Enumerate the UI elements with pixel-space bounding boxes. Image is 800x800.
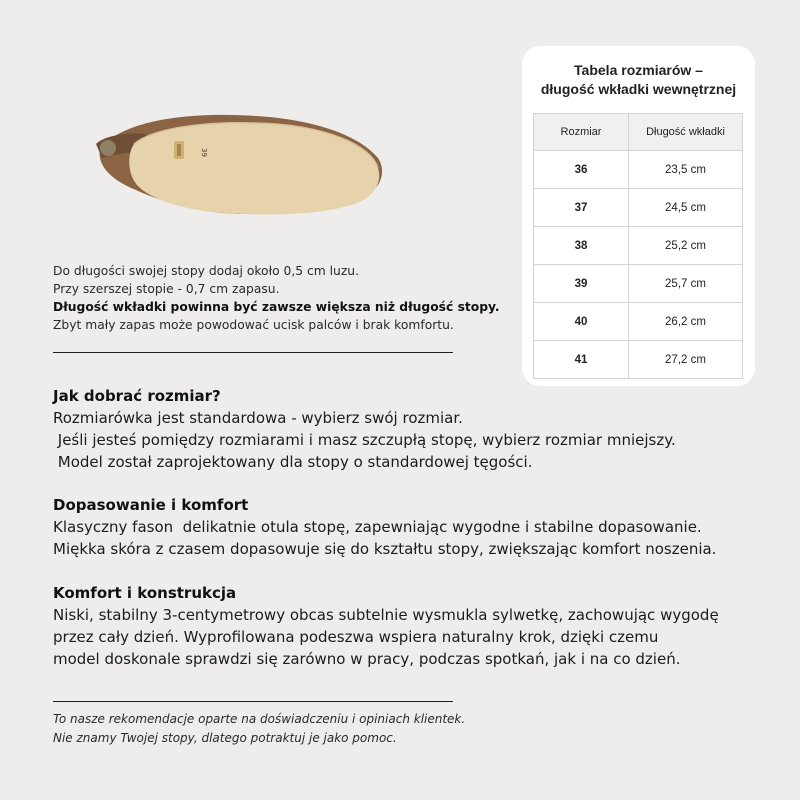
size-cell: 36 — [534, 151, 629, 189]
table-row — [534, 265, 743, 303]
size-cell: 38 — [534, 227, 629, 265]
table-row — [534, 189, 743, 227]
disclaimer — [53, 710, 465, 747]
length-cell: 25,7 cm — [629, 265, 743, 303]
length-cell: 27,2 cm — [629, 341, 743, 379]
divider — [53, 352, 453, 353]
paragraph-line: przez cały dzień. Wyprofilowana podeszwa wspiera naturalny krok, dzięki czemu — [53, 628, 659, 647]
paragraph-line: Rozmiarówka jest standardowa - wybierz swój rozmiar. — [53, 409, 463, 427]
paragraph-line: Model został zaprojektowany dla stopy o standardowej tęgości. — [53, 453, 533, 472]
length-cell: 26,2 cm — [629, 303, 743, 341]
disclaimer-line: To nasze rekomendacje oparte na doświadczeniu i opiniach klientek. — [53, 712, 466, 726]
size-table-title: Tabela rozmiarów – — [574, 62, 703, 78]
column-header-size: Rozmiar — [534, 114, 629, 151]
section-heading: Jak dobrać rozmiar? — [53, 387, 221, 405]
paragraph-line: Klasyczny fason delikatnie otula stopę, zapewniając wygodne i stabilne dopasowanie. — [53, 518, 702, 536]
heel-tip — [100, 140, 116, 156]
paragraph-line: model doskonale sprawdzi się zarówno w pracy, podczas spotkań, jak i na co dzień. — [53, 650, 681, 669]
size-table-subtitle: długość wkładki wewnętrznej — [540, 81, 737, 97]
shoe-sole-image — [86, 108, 386, 220]
length-cell: 23,5 cm — [629, 151, 743, 189]
disclaimer-line: Nie znamy Twojej stopy, dlatego potraktuj je jako pomoc. — [53, 730, 397, 745]
table-row — [534, 341, 743, 379]
section-heading: Dopasowanie i komfort — [53, 496, 249, 514]
section-comfort-construction — [53, 582, 719, 671]
section-fit-comfort — [53, 494, 716, 560]
table-row — [534, 227, 743, 265]
size-table-card — [522, 46, 755, 386]
sole-size-marking: 39 — [200, 148, 208, 157]
paragraph-line: Jeśli jesteś pomiędzy rozmiarami i masz szczupłą stopę, wybierz rozmiar mniejszy. — [53, 431, 676, 450]
sole-stamp-icon — [174, 141, 184, 159]
paragraph-line: Niski, stabilny 3-centymetrowy obcas subtelnie wysmukla sylwetkę, zachowując wygodę — [53, 606, 719, 624]
table-row — [534, 151, 743, 189]
size-cell: 37 — [534, 189, 629, 227]
section-heading: Komfort i konstrukcja — [53, 584, 237, 602]
section-size-guide — [53, 385, 676, 474]
divider — [53, 701, 453, 702]
size-cell: 41 — [534, 341, 629, 379]
size-table — [533, 113, 743, 379]
table-row — [534, 303, 743, 341]
tip-line: Zbyt mały zapas może powodować ucisk palców i brak komfortu. — [53, 318, 454, 332]
sizing-tips — [53, 262, 500, 334]
tip-line: Przy szerszej stopie - 0,7 cm zapasu. — [53, 282, 280, 296]
size-cell: 39 — [534, 265, 629, 303]
length-cell: 24,5 cm — [629, 189, 743, 227]
size-cell: 40 — [534, 303, 629, 341]
tip-line: Do długości swojej stopy dodaj około 0,5 cm luzu. — [53, 264, 359, 278]
column-header-length: Długość wkładki — [629, 114, 743, 151]
tip-line-bold: Długość wkładki powinna być zawsze większa niż długość stopy. — [53, 300, 500, 314]
table-header-row — [534, 114, 743, 151]
paragraph-line: Miękka skóra z czasem dopasowuje się do kształtu stopy, zwiększając komfort noszenia. — [53, 540, 717, 559]
length-cell: 25,2 cm — [629, 227, 743, 265]
